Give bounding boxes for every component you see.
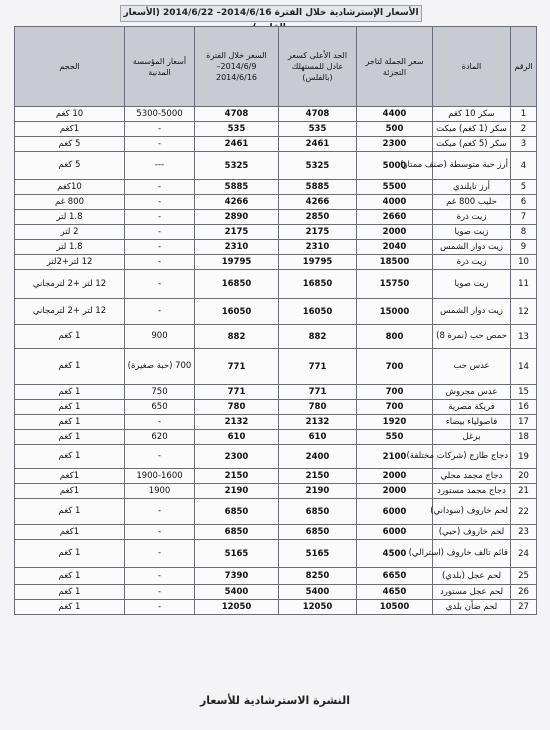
previous-period-price: 2190	[195, 484, 279, 499]
wholesale-price: 800	[357, 325, 433, 349]
package-size: 1 كغم	[15, 585, 125, 600]
max-fair-price: 610	[279, 430, 357, 445]
previous-period-price: 6850	[195, 499, 279, 525]
package-size: 1كغم	[15, 484, 125, 499]
table-row	[15, 180, 537, 195]
item-name: عدس مجروش	[433, 385, 511, 400]
row-index: 5	[511, 180, 537, 195]
package-size: 1.8 لتر	[15, 240, 125, 255]
package-size: 1كغم	[15, 525, 125, 540]
table-row	[15, 385, 537, 400]
institution-price: 620	[125, 430, 195, 445]
table-row	[15, 325, 537, 349]
previous-period-price: 2310	[195, 240, 279, 255]
item-name: زيت صويا	[433, 225, 511, 240]
previous-period-price: 5165	[195, 540, 279, 568]
table-row	[15, 540, 537, 568]
previous-period-price: 2150	[195, 469, 279, 484]
item-name: سكر (1 كغم) ميكت	[433, 122, 511, 137]
previous-period-price: 2132	[195, 415, 279, 430]
package-size: 1 كغم	[15, 540, 125, 568]
max-fair-price: 5165	[279, 540, 357, 568]
header-institution-price: أسعار المؤسسة المدنية	[125, 27, 195, 107]
institution-price: -	[125, 525, 195, 540]
row-index: 3	[511, 137, 537, 152]
table-row	[15, 400, 537, 415]
wholesale-price: 4400	[357, 107, 433, 122]
wholesale-price: 6650	[357, 568, 433, 585]
page-title: الأسعار الإسترشادية خلال الفترة 2014/6/16– 2014/6/22 (الأسعار	[120, 5, 422, 22]
previous-period-price: 5885	[195, 180, 279, 195]
header-previous-price: السعر خلال الفترة 2014/6/9–2014/6/16	[195, 27, 279, 107]
item-name: حمص حب (نمرة 8)	[433, 325, 511, 349]
header-row	[15, 27, 537, 107]
item-name: زيت دوار الشمس	[433, 299, 511, 325]
institution-price: 750	[125, 385, 195, 400]
previous-period-price: 5325	[195, 152, 279, 180]
row-index: 13	[511, 325, 537, 349]
wholesale-price: 1920	[357, 415, 433, 430]
max-fair-price: 2190	[279, 484, 357, 499]
item-name: فريكة مصرية	[433, 400, 511, 415]
previous-period-price: 882	[195, 325, 279, 349]
wholesale-price: 2040	[357, 240, 433, 255]
package-size: 1 كغم	[15, 430, 125, 445]
wholesale-price: 2000	[357, 469, 433, 484]
row-index: 12	[511, 299, 537, 325]
institution-price: 900	[125, 325, 195, 349]
item-name: سكر (5 كغم) ميكت	[433, 137, 511, 152]
item-name: زيت ذرة	[433, 210, 511, 225]
table-row	[15, 430, 537, 445]
item-name: لحم خاروف (سوداني)	[433, 499, 511, 525]
wholesale-price: 4650	[357, 585, 433, 600]
item-name: أرز حبة متوسطة (صنف ممتاز)	[433, 152, 511, 180]
table-row	[15, 240, 537, 255]
previous-period-price: 535	[195, 122, 279, 137]
header-wholesale: سعر الجملة لتاجر التجزئة	[357, 27, 433, 107]
institution-price: -	[125, 137, 195, 152]
institution-price: -	[125, 499, 195, 525]
row-index: 11	[511, 270, 537, 299]
item-name: أرز تايلندي	[433, 180, 511, 195]
row-index: 2	[511, 122, 537, 137]
max-fair-price: 780	[279, 400, 357, 415]
max-fair-price: 8250	[279, 568, 357, 585]
item-name: فاصولياء بيضاء	[433, 415, 511, 430]
institution-price: -	[125, 180, 195, 195]
previous-period-price: 12050	[195, 600, 279, 615]
previous-period-price: 16050	[195, 299, 279, 325]
institution-price: -	[125, 270, 195, 299]
item-name: عدس حب	[433, 349, 511, 385]
table-row	[15, 600, 537, 615]
item-name: زيت ذرة	[433, 255, 511, 270]
row-index: 6	[511, 195, 537, 210]
row-index: 1	[511, 107, 537, 122]
item-name: حليب 800 غم	[433, 195, 511, 210]
package-size: 1 كغم	[15, 499, 125, 525]
previous-period-price: 16850	[195, 270, 279, 299]
table-row	[15, 152, 537, 180]
previous-period-price: 771	[195, 349, 279, 385]
max-fair-price: 2850	[279, 210, 357, 225]
max-fair-price: 535	[279, 122, 357, 137]
institution-price: -	[125, 600, 195, 615]
item-name: دجاج طازج (شركات مختلفة)	[433, 445, 511, 469]
item-name: برغل	[433, 430, 511, 445]
package-size: 10كغم	[15, 180, 125, 195]
max-fair-price: 2461	[279, 137, 357, 152]
row-index: 17	[511, 415, 537, 430]
institution-price: 5300-5000	[125, 107, 195, 122]
package-size: 12 لتر +2 لترمجاني	[15, 299, 125, 325]
institution-price: -	[125, 240, 195, 255]
item-name: سكر 10 كغم	[433, 107, 511, 122]
wholesale-price: 2000	[357, 484, 433, 499]
wholesale-price: 4000	[357, 195, 433, 210]
header-index: الرقم	[511, 27, 537, 107]
table-row	[15, 349, 537, 385]
institution-price: -	[125, 415, 195, 430]
max-fair-price: 5325	[279, 152, 357, 180]
wholesale-price: 2000	[357, 225, 433, 240]
table-row	[15, 225, 537, 240]
table-row	[15, 415, 537, 430]
package-size: 1 كغم	[15, 600, 125, 615]
max-fair-price: 4266	[279, 195, 357, 210]
wholesale-price: 500	[357, 122, 433, 137]
table-row	[15, 270, 537, 299]
header-size: الحجم	[15, 27, 125, 107]
previous-period-price: 780	[195, 400, 279, 415]
max-fair-price: 16850	[279, 270, 357, 299]
package-size: 1 كغم	[15, 325, 125, 349]
row-index: 18	[511, 430, 537, 445]
row-index: 27	[511, 600, 537, 615]
institution-price: -	[125, 210, 195, 225]
wholesale-price: 550	[357, 430, 433, 445]
institution-price: -	[125, 122, 195, 137]
wholesale-price: 15000	[357, 299, 433, 325]
header-item: المادة	[433, 27, 511, 107]
price-table	[14, 26, 537, 615]
row-index: 20	[511, 469, 537, 484]
package-size: 10 كغم	[15, 107, 125, 122]
row-index: 23	[511, 525, 537, 540]
max-fair-price: 2400	[279, 445, 357, 469]
row-index: 16	[511, 400, 537, 415]
wholesale-price: 5500	[357, 180, 433, 195]
institution-price: ---	[125, 152, 195, 180]
wholesale-price: 700	[357, 349, 433, 385]
previous-period-price: 2461	[195, 137, 279, 152]
wholesale-price: 700	[357, 400, 433, 415]
item-name: زيت دوار الشمس	[433, 240, 511, 255]
max-fair-price: 16050	[279, 299, 357, 325]
package-size: 5 كغم	[15, 137, 125, 152]
previous-period-price: 6850	[195, 525, 279, 540]
institution-price: -	[125, 585, 195, 600]
wholesale-price: 6000	[357, 499, 433, 525]
wholesale-price: 18500	[357, 255, 433, 270]
institution-price: -	[125, 195, 195, 210]
previous-period-price: 5400	[195, 585, 279, 600]
max-fair-price: 771	[279, 349, 357, 385]
wholesale-price: 4500	[357, 540, 433, 568]
item-name: لحم خاروف (حبي)	[433, 525, 511, 540]
package-size: 2 لتر	[15, 225, 125, 240]
package-size: 800 غم	[15, 195, 125, 210]
previous-period-price: 4708	[195, 107, 279, 122]
header-max-price: الحد الأعلى كسعر عادل للمستهلك (بالفلس)	[279, 27, 357, 107]
table-row	[15, 255, 537, 270]
item-name: لحم عجل (بلدي)	[433, 568, 511, 585]
institution-price: 1900	[125, 484, 195, 499]
max-fair-price: 6850	[279, 525, 357, 540]
row-index: 10	[511, 255, 537, 270]
max-fair-price: 882	[279, 325, 357, 349]
row-index: 4	[511, 152, 537, 180]
previous-period-price: 7390	[195, 568, 279, 585]
row-index: 8	[511, 225, 537, 240]
max-fair-price: 19795	[279, 255, 357, 270]
institution-price: -	[125, 445, 195, 469]
table-row	[15, 568, 537, 585]
package-size: 1 كغم	[15, 568, 125, 585]
max-fair-price: 771	[279, 385, 357, 400]
institution-price: -	[125, 568, 195, 585]
wholesale-price: 10500	[357, 600, 433, 615]
max-fair-price: 4708	[279, 107, 357, 122]
row-index: 21	[511, 484, 537, 499]
item-name: لحم عجل مستورد	[433, 585, 511, 600]
institution-price: -	[125, 540, 195, 568]
row-index: 25	[511, 568, 537, 585]
row-index: 15	[511, 385, 537, 400]
package-size: 1 كغم	[15, 415, 125, 430]
table-row	[15, 525, 537, 540]
wholesale-price: 2660	[357, 210, 433, 225]
table-row	[15, 469, 537, 484]
package-size: 1 كغم	[15, 349, 125, 385]
item-name: لحم ضأن بلدي	[433, 600, 511, 615]
institution-price: 650	[125, 400, 195, 415]
wholesale-price: 6000	[357, 525, 433, 540]
row-index: 26	[511, 585, 537, 600]
table-row	[15, 484, 537, 499]
row-index: 7	[511, 210, 537, 225]
institution-price: 700 (حبة صغيرة)	[125, 349, 195, 385]
previous-period-price: 610	[195, 430, 279, 445]
package-size: 1.8 لتر	[15, 210, 125, 225]
table-row	[15, 107, 537, 122]
row-index: 14	[511, 349, 537, 385]
row-index: 9	[511, 240, 537, 255]
package-size: 5 كغم	[15, 152, 125, 180]
max-fair-price: 2132	[279, 415, 357, 430]
item-name: زيت صويا	[433, 270, 511, 299]
package-size: 12 لتر+2لتر	[15, 255, 125, 270]
row-index: 24	[511, 540, 537, 568]
previous-period-price: 2300	[195, 445, 279, 469]
wholesale-price: 2300	[357, 137, 433, 152]
previous-period-price: 2175	[195, 225, 279, 240]
institution-price: -	[125, 299, 195, 325]
max-fair-price: 6850	[279, 499, 357, 525]
institution-price: 1900-1600	[125, 469, 195, 484]
max-fair-price: 5885	[279, 180, 357, 195]
max-fair-price: 2150	[279, 469, 357, 484]
max-fair-price: 12050	[279, 600, 357, 615]
footer-caption: النشرة الاسترشادية للأسعار	[199, 694, 351, 707]
institution-price: -	[125, 225, 195, 240]
package-size: 1 كغم	[15, 385, 125, 400]
max-fair-price: 5400	[279, 585, 357, 600]
previous-period-price: 4266	[195, 195, 279, 210]
max-fair-price: 2175	[279, 225, 357, 240]
table-row	[15, 137, 537, 152]
package-size: 1كغم	[15, 122, 125, 137]
table-row	[15, 122, 537, 137]
wholesale-price: 700	[357, 385, 433, 400]
item-name: دجاج مجمد محلي	[433, 469, 511, 484]
package-size: 1كغم	[15, 469, 125, 484]
previous-period-price: 2890	[195, 210, 279, 225]
package-size: 1 كغم	[15, 445, 125, 469]
table-row	[15, 445, 537, 469]
item-name: قائم تالف خاروف (استرالي)	[433, 540, 511, 568]
package-size: 1 كغم	[15, 400, 125, 415]
table-row	[15, 499, 537, 525]
row-index: 19	[511, 445, 537, 469]
wholesale-price: 5000	[357, 152, 433, 180]
table-row	[15, 299, 537, 325]
wholesale-price: 2100	[357, 445, 433, 469]
row-index: 22	[511, 499, 537, 525]
table-row	[15, 210, 537, 225]
package-size: 12 لتر +2 لترمجاني	[15, 270, 125, 299]
table-row	[15, 585, 537, 600]
wholesale-price: 15750	[357, 270, 433, 299]
institution-price: -	[125, 255, 195, 270]
max-fair-price: 2310	[279, 240, 357, 255]
table-row	[15, 195, 537, 210]
previous-period-price: 19795	[195, 255, 279, 270]
item-name: دجاج مجمد مستورد	[433, 484, 511, 499]
previous-period-price: 771	[195, 385, 279, 400]
